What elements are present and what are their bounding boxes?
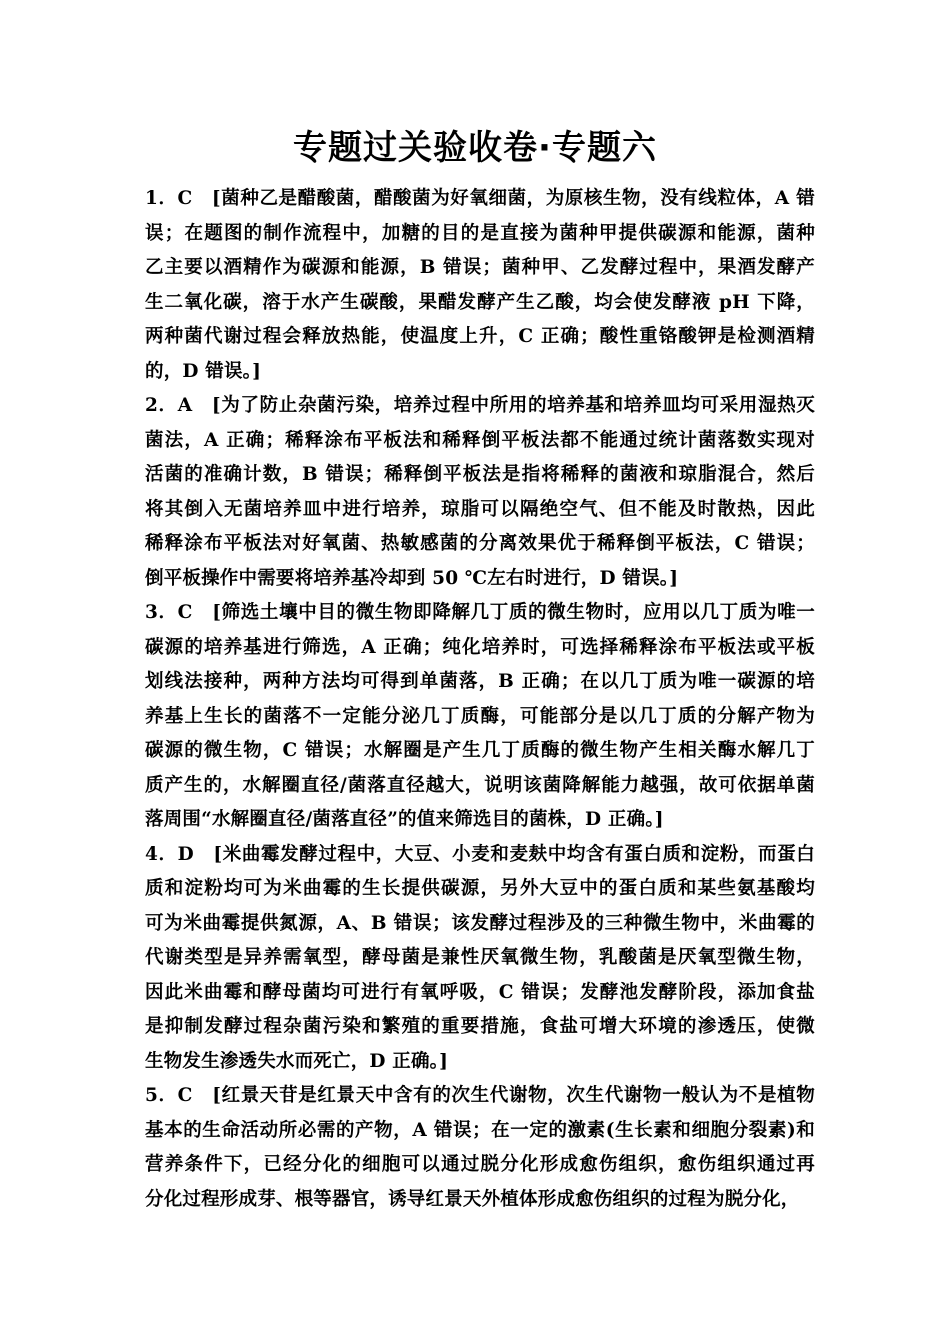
answer-text-line: 可为米曲霉提供氮源，A、B 错误；该发酵过程涉及的三种微生物中，米曲霉的 (145, 912, 815, 934)
answer-text-line: 4．D [米曲霉发酵过程中，大豆、小麦和麦麸中均含有蛋白质和淀粉，而蛋白 (145, 843, 815, 865)
answer-text-line: 是抑制发酵过程杂菌污染和繁殖的重要措施，食盐可增大环境的渗透压，使微 (145, 1016, 815, 1037)
answer-text-line: 碳源的微生物，C 错误；水解圈是产生几丁质酶的微生物产生相关酶水解几丁 (145, 740, 815, 761)
answer-item (145, 838, 815, 1080)
answer-item (145, 182, 815, 389)
answer-text-line: 将其倒入无菌培养皿中进行培养，琼脂可以隔绝空气、但不能及时散热，因此 (145, 498, 815, 520)
answer-text-line: 的，D 错误。] (145, 360, 262, 382)
answer-item (145, 596, 815, 838)
answer-item (145, 1079, 815, 1217)
answer-text-line: 碳源的培养基进行筛选，A 正确；纯化培养时，可选择稀释涂布平板法或平板 (145, 636, 815, 658)
answer-text-line: 养基上生长的菌落不一定能分泌几丁质酶，可能部分是以几丁质的分解产物为 (145, 705, 815, 727)
answer-text-line: 生物发生渗透失水而死亡，D 正确。] (145, 1050, 449, 1072)
answer-text-line: 生二氧化碳，溶于水产生碳酸，果醋发酵产生乙酸，均会使发酵液 pH 下降， (145, 291, 815, 313)
answer-item (145, 389, 815, 596)
answer-text-line: 基本的生命活动所必需的产物，A 错误；在一定的激素(生长素和细胞分裂素)和 (145, 1119, 815, 1141)
answer-text-line: 误；在题图的制作流程中，加糖的目的是直接为菌种甲提供碳源和能源，菌种 (145, 222, 815, 244)
answer-text-line: 分化过程形成芽、根等器官，诱导红景天外植体形成愈伤组织的过程为脱分化， (145, 1188, 800, 1210)
answer-text-line: 活菌的准确计数，B 错误；稀释倒平板法是指将稀释的菌液和琼脂混合，然后 (145, 464, 815, 485)
answer-text-line: 两种菌代谢过程会释放热能，使温度上升，C 正确；酸性重铬酸钾是检测酒精 (145, 326, 815, 347)
answer-text-line: 菌法，A 正确；稀释涂布平板法和稀释倒平板法都不能通过统计菌落数实现对 (145, 429, 815, 451)
answer-text-line: 稀释涂布平板法对好氧菌、热敏感菌的分离效果优于稀释倒平板法，C 错误； (145, 533, 815, 554)
answer-text-line: 代谢类型是异养需氧型，酵母菌是兼性厌氧微生物，乳酸菌是厌氧型微生物， (145, 947, 815, 968)
answer-text-line: 5．C [红景天苷是红景天中含有的次生代谢物，次生代谢物一般认为不是植物 (145, 1085, 815, 1106)
answer-text-line: 因此米曲霉和酵母菌均可进行有氧呼吸，C 错误；发酵池发酵阶段，添加食盐 (145, 981, 815, 1003)
answer-text-line: 1．C [菌种乙是醋酸菌，醋酸菌为好氧细菌，为原核生物，没有线粒体，A 错 (145, 188, 815, 209)
answer-text-line: 3．C [筛选土壤中目的微生物即降解几丁质的微生物时，应用以几丁质为唯一 (145, 602, 815, 623)
answer-text-line: 乙主要以酒精作为碳源和能源，B 错误；菌种甲、乙发酵过程中，果酒发酵产 (145, 257, 815, 278)
answer-text-line: 质和淀粉均可为米曲霉的生长提供碳源，另外大豆中的蛋白质和某些氨基酸均 (145, 878, 815, 899)
page-title: 专题过关验收卷·专题六 (293, 128, 657, 168)
answer-text-line: 划线法接种，两种方法均可得到单菌落，B 正确；在以几丁质为唯一碳源的培 (145, 671, 815, 692)
answer-text-line: 质产生的，水解圈直径/菌落直径越大，说明该菌降解能力越强，故可依据单菌 (145, 774, 815, 796)
answer-text-line: 落周围“水解圈直径/菌落直径”的值来筛选目的菌株，D 正确。] (145, 809, 664, 830)
answer-text-line: 2．A [为了防止杂菌污染，培养过程中所用的培养基和培养皿均可采用湿热灭 (145, 395, 815, 416)
answer-text-line: 倒平板操作中需要将培养基冷却到 50 ℃左右时进行，D 错误。] (145, 567, 679, 589)
answer-text-line: 营养条件下，已经分化的细胞可以通过脱分化形成愈伤组织，愈伤组织通过再 (145, 1154, 815, 1175)
answer-list (145, 182, 815, 1217)
